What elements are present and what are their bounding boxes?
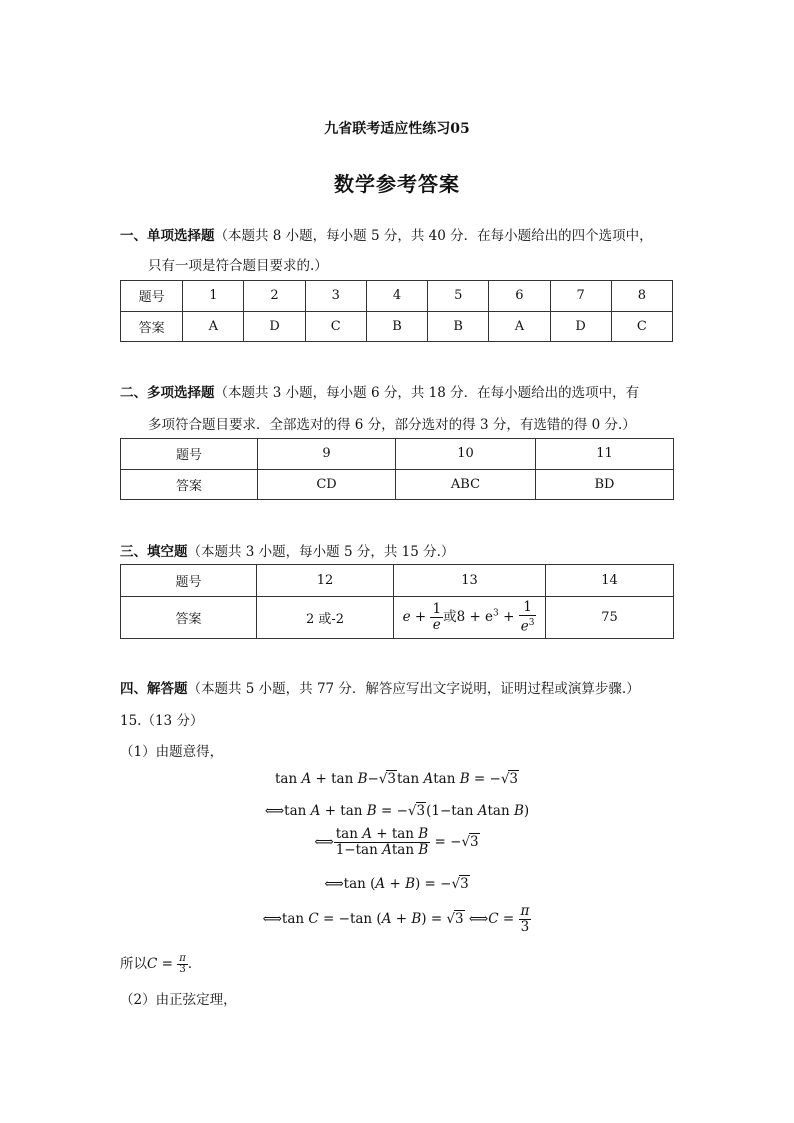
question-number: 12	[257, 565, 394, 597]
section3-label: 三、填空题	[120, 544, 188, 560]
answer-cell: 75	[546, 597, 674, 639]
question-number: 7	[550, 281, 611, 312]
section1-desc1: （本题共 8 小题，每小题 5 分，共 40 分．在每小题给出的四个选项中，	[214, 228, 653, 244]
section1-desc2: 只有一项是符合题目要求的.）	[148, 258, 328, 274]
section2-answer-table	[120, 438, 674, 500]
answer-cell: C	[611, 311, 672, 342]
equation-line-1: tan A + tan B−√3tan Atan B = −√3	[274, 771, 519, 787]
page-title: 数学参考答案	[334, 172, 460, 196]
row-header: 题号	[121, 281, 183, 312]
question-number: 2	[244, 281, 305, 312]
question-number: 4	[366, 281, 427, 312]
row-header: 答案	[121, 597, 257, 639]
answer-cell: BD	[536, 469, 674, 500]
section2-desc2: 多项符合题目要求．全部选对的得 6 分，部分选对的得 3 分，有选错的得 0 分.）	[148, 417, 636, 433]
table-row	[121, 469, 674, 500]
section1-heading	[120, 224, 653, 244]
section2-label: 二、多项选择题	[120, 385, 215, 401]
question-number: 9	[258, 439, 396, 470]
exam-subtitle: 九省联考适应性练习05	[324, 121, 470, 137]
answer13-or: 或	[443, 609, 457, 625]
question-number: 3	[305, 281, 366, 312]
section2-heading	[120, 381, 639, 401]
row-header: 题号	[121, 439, 258, 470]
answer-cell: B	[428, 311, 489, 342]
question-number: 1	[183, 281, 244, 312]
equation-line-5: ⟺tan C = −tan (A + B) = √3 ⟺C = $\frac{\pi}{3}$	[262, 903, 530, 935]
table-row	[121, 281, 673, 312]
section1-answer-table	[120, 280, 673, 342]
answer-cell: CD	[258, 469, 396, 500]
section4-label: 四、解答题	[120, 681, 188, 697]
equation-line-4: ⟺tan (A + B) = −√3	[324, 876, 469, 892]
section2-desc1: （本题共 3 小题，每小题 6 分，共 18 分．在每小题给出的选项中，有	[214, 385, 640, 401]
section3-desc1: （本题共 3 小题，每小题 5 分，共 15 分.）	[187, 544, 455, 560]
row-header: 答案	[121, 311, 183, 342]
answer-cell: D	[550, 311, 611, 342]
part1-intro: （1）由题意得，	[120, 744, 224, 760]
question-number: 6	[489, 281, 550, 312]
answer-cell: ABC	[396, 469, 536, 500]
question-number: 13	[394, 565, 546, 597]
question-number: 10	[396, 439, 536, 470]
section1-label: 一、单项选择题	[120, 228, 215, 244]
answer-cell-formula: e + $\frac{1}{e}$ 或$8 + e^3$ + $\frac{1}{e^3}$	[394, 597, 546, 639]
section4-desc1: （本题共 5 小题，共 77 分．解答应写出文字说明，证明过程或演算步骤.）	[187, 681, 640, 697]
equation-line-3: ⟺ $\frac{\text{tan A + tan B}}{\text{1−tan Atan B}}$ = −√3	[314, 826, 479, 858]
section4-heading	[120, 677, 640, 697]
table-row	[121, 311, 673, 342]
question-number: 11	[536, 439, 674, 470]
row-header: 答案	[121, 469, 258, 500]
part2-intro: （2）由正弦定理，	[120, 992, 237, 1008]
row-header: 题号	[121, 565, 257, 597]
section3-answer-table	[120, 564, 674, 639]
question-number: 5	[428, 281, 489, 312]
question-number: 8	[611, 281, 672, 312]
answer-cell: D	[244, 311, 305, 342]
table-row	[121, 597, 674, 639]
question-number: 14	[546, 565, 674, 597]
section3-heading	[120, 540, 454, 560]
part1-conclusion: 所以C = $\frac{\pi}{3}$ ．	[120, 953, 202, 975]
question-15-heading: 15.（13 分）	[120, 713, 204, 729]
equation-line-2: ⟺tan A + tan B = −√3(1−tan Atan B)	[264, 803, 530, 819]
answer-cell: A	[183, 311, 244, 342]
answer-cell: 2 或-2	[257, 597, 394, 639]
table-row	[121, 439, 674, 470]
table-row	[121, 565, 674, 597]
answer-cell: B	[366, 311, 427, 342]
conclusion-prefix: 所以	[120, 956, 147, 972]
answer-cell: A	[489, 311, 550, 342]
answer-cell: C	[305, 311, 366, 342]
